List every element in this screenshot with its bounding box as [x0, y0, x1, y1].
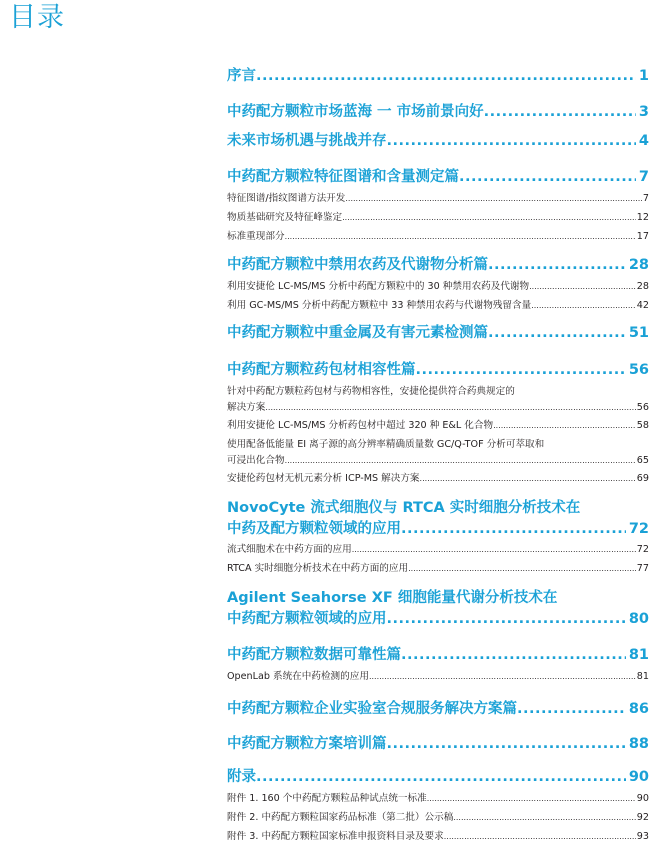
- toc-page-number: 80: [628, 611, 649, 627]
- toc-page-number: 42: [636, 300, 649, 311]
- toc-page-number: 3: [638, 104, 649, 120]
- toc-section: [227, 253, 649, 315]
- toc-entry-title: 安捷伦药包材无机元素分析 ICP-MS 解决方案: [227, 473, 420, 484]
- toc-item-row[interactable]: [227, 667, 649, 686]
- toc-leader-dots: [285, 452, 636, 469]
- toc-section: [227, 697, 649, 721]
- toc-leader-dots: [256, 765, 626, 789]
- toc-page-number: 28: [628, 257, 649, 273]
- toc-entry-title: 中药配方颗粒中禁用农药及代谢物分析篇: [227, 257, 488, 273]
- toc-section-row[interactable]: [227, 608, 649, 630]
- toc-section-row[interactable]: [227, 165, 649, 189]
- toc-page-number: 7: [638, 169, 649, 185]
- toc-section-row[interactable]: [227, 518, 649, 540]
- toc-section: [227, 165, 649, 246]
- toc-entry-title: 物质基础研究及特征峰鉴定: [227, 212, 343, 223]
- toc-leader-dots: [453, 808, 635, 827]
- toc-item-row[interactable]: [227, 416, 649, 435]
- toc-section: [227, 588, 649, 630]
- toc-leader-dots: [408, 559, 636, 578]
- toc-entry-title: 附件 1. 160 个中药配方颗粒品种试点统一标准: [227, 793, 427, 804]
- toc-entry-title: 利用安捷伦 LC-MS/MS 分析药包材中超过 320 种 E&L 化合物: [227, 420, 494, 431]
- toc-page-number: 56: [628, 362, 649, 378]
- toc-item-row[interactable]: [227, 296, 649, 315]
- toc-section-row[interactable]: [227, 100, 649, 124]
- toc-page-number: 72: [636, 544, 649, 555]
- toc-item-row[interactable]: [227, 277, 649, 296]
- toc-section-row[interactable]: [227, 765, 649, 789]
- toc-item-row[interactable]: [227, 227, 649, 246]
- toc-leader-dots: [493, 416, 636, 435]
- toc-page-number: 72: [628, 521, 649, 537]
- toc-leader-dots: [285, 227, 636, 246]
- toc-item-row[interactable]: [227, 789, 649, 808]
- toc-section: [227, 765, 649, 846]
- toc-leader-dots: [416, 358, 626, 382]
- toc-entry-title: 中药配方颗粒中重金属及有害元素检测篇: [227, 325, 488, 341]
- toc-item-row[interactable]: [227, 208, 649, 227]
- toc-leader-dots: [484, 100, 636, 124]
- toc-entry-title: 附件 3. 中药配方颗粒国家标准申报资料目录及要求: [227, 831, 444, 842]
- toc-leader-dots: [420, 469, 636, 488]
- toc-page-number: 4: [638, 133, 649, 149]
- toc-section: [227, 321, 649, 345]
- toc-leader-dots: [529, 277, 636, 296]
- toc-section: [227, 358, 649, 488]
- toc-item-row[interactable]: [227, 827, 649, 846]
- toc-entry-title: 序言: [227, 68, 256, 84]
- toc-page-number: 65: [636, 455, 649, 466]
- toc-entry-title: 利用安捷伦 LC-MS/MS 分析中药配方颗粒中的 30 种禁用农药及代谢物: [227, 281, 530, 292]
- toc-page-number: 86: [628, 701, 649, 717]
- toc-page-number: 17: [636, 231, 649, 242]
- toc-section-row[interactable]: [227, 64, 649, 88]
- toc-entry-title: 附录: [227, 769, 256, 785]
- toc-section: [227, 129, 649, 153]
- toc-leader-dots: [387, 732, 626, 756]
- toc-page-number: 58: [636, 420, 649, 431]
- toc-item-title-line1: 针对中药配方颗粒药包材与药物相容性，安捷伦提供符合药典规定的: [227, 386, 515, 397]
- toc-item-title-line2: 可浸出化合物: [227, 455, 285, 466]
- toc-section-row[interactable]: [227, 358, 649, 382]
- toc-section-title-line2: 中药配方颗粒领域的应用: [227, 611, 387, 627]
- toc-leader-dots: [265, 399, 635, 416]
- toc-leader-dots: [517, 697, 626, 721]
- toc-item-row[interactable]: [227, 469, 649, 488]
- toc-leader-dots: [387, 608, 626, 630]
- toc-page-number: 7: [642, 193, 649, 204]
- toc-leader-dots: [401, 643, 626, 667]
- toc-page-number: 69: [636, 473, 649, 484]
- toc-section-row[interactable]: [227, 129, 649, 153]
- toc-leader-dots: [531, 296, 636, 315]
- toc-leader-dots: [369, 667, 636, 686]
- toc-page-number: 90: [636, 793, 649, 804]
- toc-page-number: 28: [636, 281, 649, 292]
- toc-entry-title: 中药配方颗粒方案培训篇: [227, 736, 387, 752]
- toc-page-number: 1: [638, 68, 649, 84]
- toc-entry-title: 流式细胞术在中药方面的应用: [227, 544, 352, 555]
- toc-entry-title: 中药配方颗粒药包材相容性篇: [227, 362, 416, 378]
- toc-item-row[interactable]: [227, 559, 649, 578]
- toc-section: [227, 64, 649, 88]
- toc-entry-title: 中药配方颗粒数据可靠性篇: [227, 647, 401, 663]
- toc-item-row[interactable]: [227, 452, 649, 469]
- toc-leader-dots: [427, 789, 636, 808]
- toc-section-title-line2: 中药及配方颗粒领域的应用: [227, 521, 401, 537]
- toc-section-row[interactable]: [227, 697, 649, 721]
- toc-entry-title: 中药配方颗粒市场蓝海 一 市场前景向好: [227, 104, 484, 120]
- toc-page-number: 51: [628, 325, 649, 341]
- toc-entry-title: 附件 2. 中药配方颗粒国家药品标准（第二批）公示稿: [227, 812, 454, 823]
- toc-page-number: 12: [636, 212, 649, 223]
- toc-item-title-line1: 使用配备低能量 EI 离子源的高分辨率精确质量数 GC/Q-TOF 分析可萃取和: [227, 439, 545, 450]
- toc-section: [227, 498, 649, 578]
- toc-section-row[interactable]: [227, 321, 649, 345]
- toc-item-row[interactable]: [227, 189, 649, 208]
- toc-item-title-line2: 解决方案: [227, 402, 266, 413]
- toc-leader-dots: [256, 64, 636, 88]
- toc-section-title-line1: Agilent Seahorse XF 细胞能量代谢分析技术在: [227, 590, 558, 606]
- toc-entry-title: 未来市场机遇与挑战并存: [227, 133, 387, 149]
- toc-section-title-line1: NovoCyte 流式细胞仪与 RTCA 实时细胞分析技术在: [227, 500, 581, 516]
- toc-leader-dots: [401, 518, 626, 540]
- toc-page-number: 81: [636, 671, 649, 682]
- toc-leader-dots: [345, 189, 642, 208]
- toc-entry-title: 标准重现部分: [227, 231, 285, 242]
- toc-item-row[interactable]: [227, 399, 649, 416]
- toc-section: [227, 100, 649, 124]
- toc-leader-dots: [352, 540, 636, 559]
- toc-leader-dots: [459, 165, 636, 189]
- toc-section: [227, 643, 649, 686]
- toc-entry-title: OpenLab 系统在中药检测的应用: [227, 671, 369, 682]
- toc-section-row[interactable]: [227, 732, 649, 756]
- toc-section-row[interactable]: [227, 253, 649, 277]
- page-title: 目录: [9, 2, 65, 33]
- toc-leader-dots: [488, 321, 626, 345]
- toc-page-number: 90: [628, 769, 649, 785]
- toc-item-row[interactable]: [227, 808, 649, 827]
- toc-leader-dots: [444, 827, 636, 846]
- toc-page-number: 77: [636, 563, 649, 574]
- toc-entry-title: 利用 GC-MS/MS 分析中药配方颗粒中 33 种禁用农药与代谢物残留含量: [227, 300, 532, 311]
- toc-page-number: 88: [628, 736, 649, 752]
- toc-entry-title: 中药配方颗粒企业实验室合规服务解决方案篇: [227, 701, 517, 717]
- toc-leader-dots: [387, 129, 636, 153]
- toc-page-number: 56: [636, 402, 649, 413]
- toc-section-row[interactable]: [227, 643, 649, 667]
- toc-leader-dots: [488, 253, 626, 277]
- toc-section: [227, 732, 649, 756]
- toc-entry-title: RTCA 实时细胞分析技术在中药方面的应用: [227, 563, 409, 574]
- toc-leader-dots: [342, 208, 636, 227]
- toc-page-number: 81: [628, 647, 649, 663]
- toc-page-number: 92: [636, 812, 649, 823]
- toc-entry-title: 特征图谱/指纹图谱方法开发: [227, 193, 346, 204]
- toc-item-row[interactable]: [227, 540, 649, 559]
- toc-entry-title: 中药配方颗粒特征图谱和含量测定篇: [227, 169, 459, 185]
- toc-page-number: 93: [636, 831, 649, 842]
